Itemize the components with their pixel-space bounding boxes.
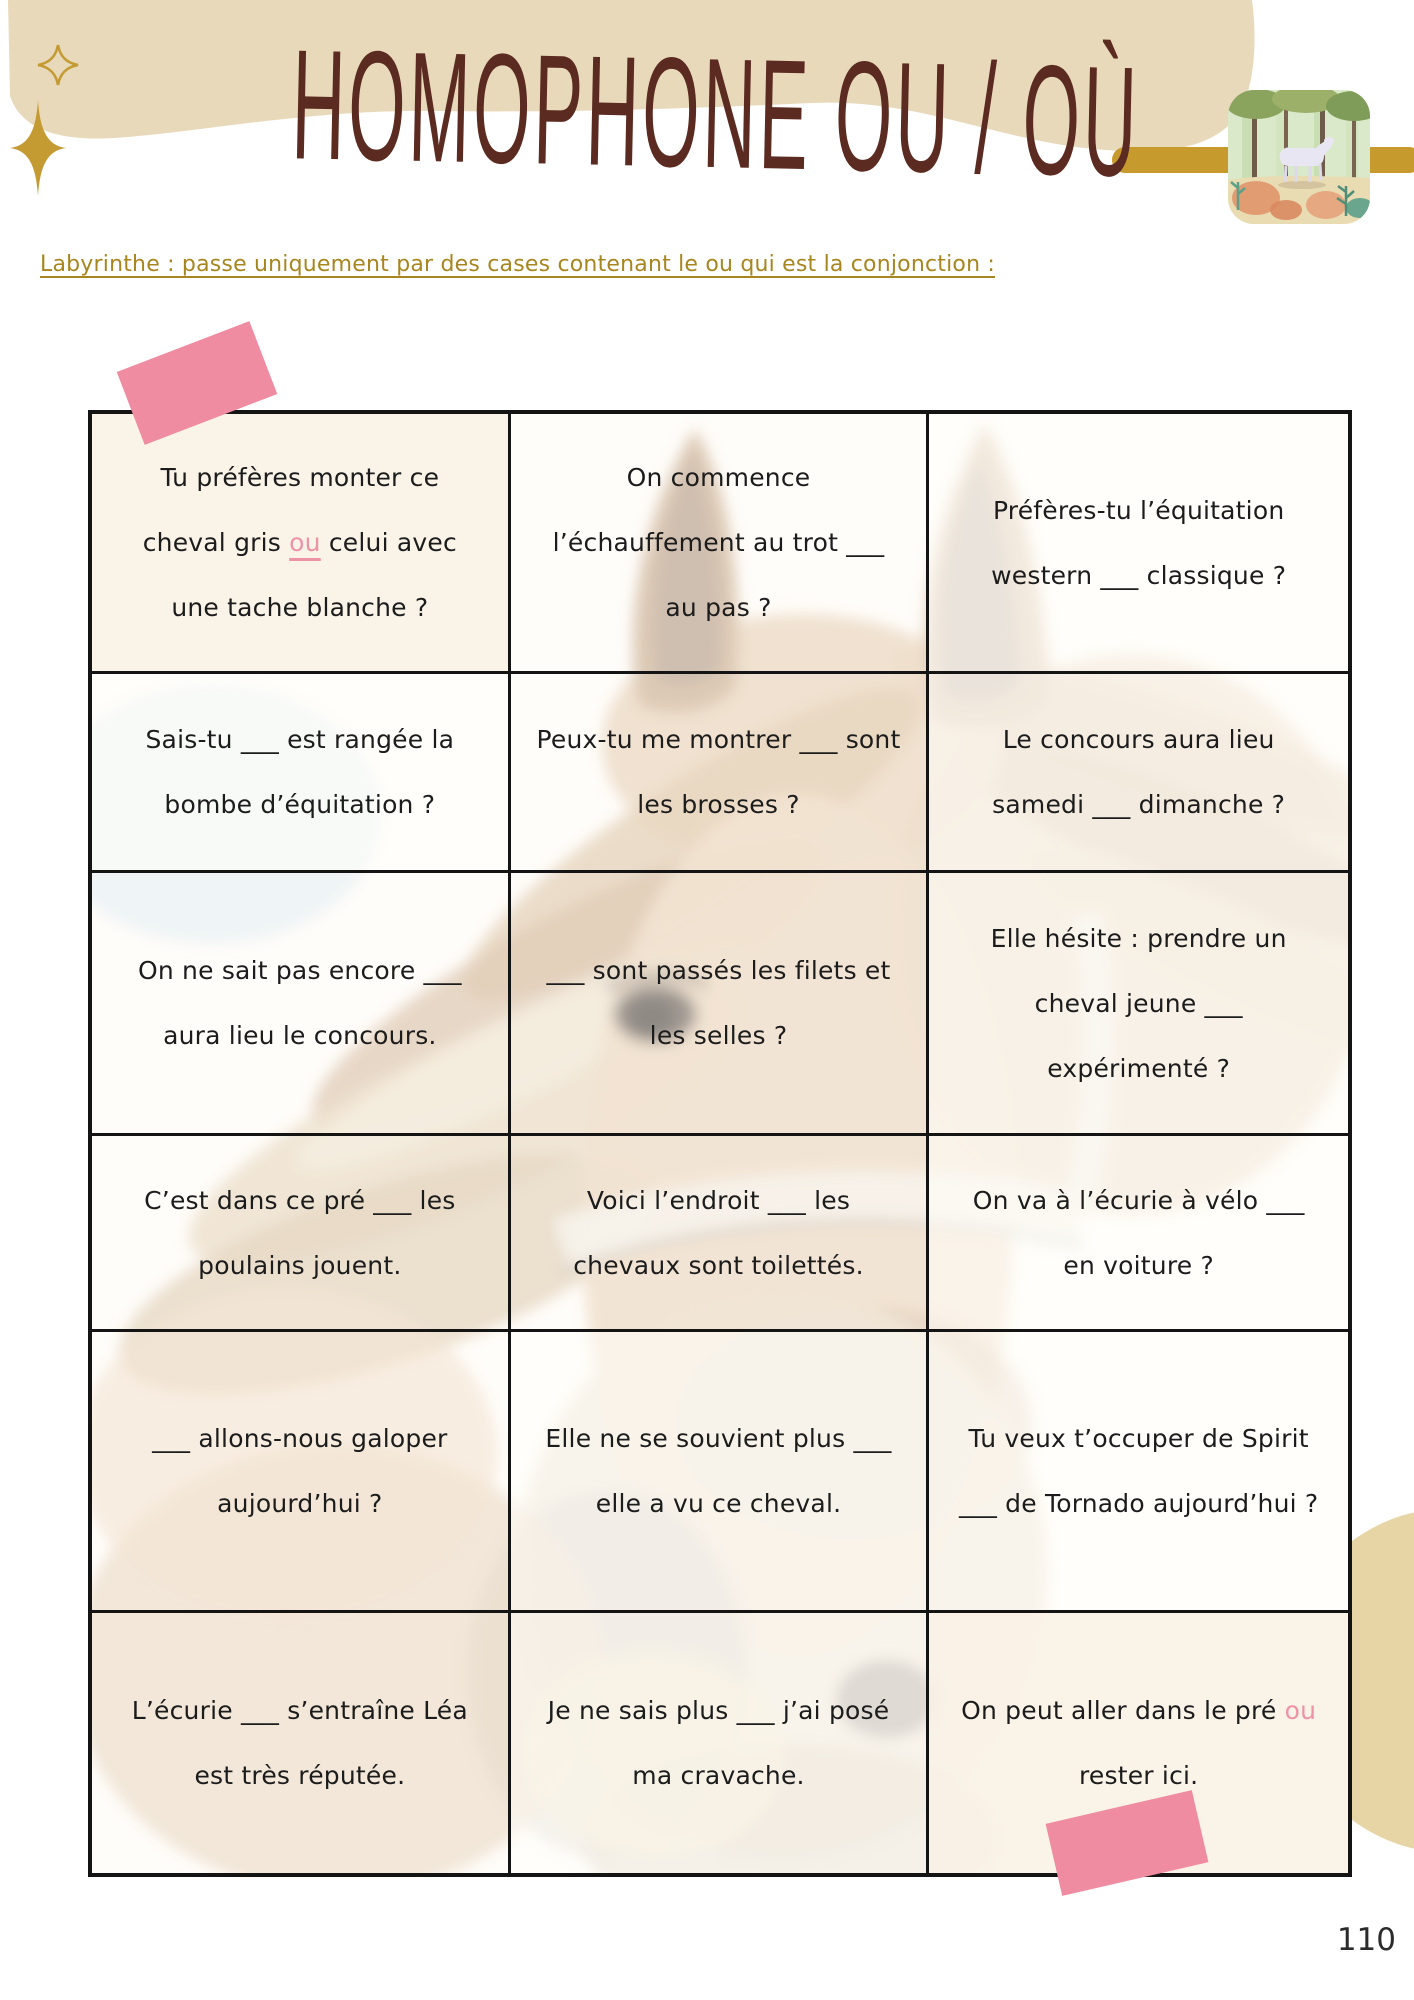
sentence-text: On ne sait pas encore ___ aura lieu le concours. xyxy=(137,956,462,1050)
sentence-text: ___ sont passés les filets et les selles ? xyxy=(546,956,891,1050)
cell-sentence xyxy=(116,938,484,1068)
sentence-text: celui avec une tache blanche ? xyxy=(171,528,457,622)
cell-sentence xyxy=(953,906,1324,1101)
grid-cell[interactable] xyxy=(511,1332,930,1613)
cell-sentence xyxy=(116,707,484,837)
cell-sentence xyxy=(116,1678,484,1808)
page-number: 110 xyxy=(1336,1922,1396,1958)
grid-cell[interactable] xyxy=(511,414,930,674)
sentence-text: Peux-tu me montrer ___ sont les brosses ? xyxy=(536,725,901,819)
sentence-text: Elle hésite : prendre un cheval jeune ___ expérimenté ? xyxy=(990,923,1287,1083)
grid-cell[interactable] xyxy=(929,674,1348,873)
grid-cell[interactable] xyxy=(511,674,930,873)
cell-sentence xyxy=(535,1168,903,1298)
sentence-text: C’est dans ce pré ___ les poulains jouent. xyxy=(144,1185,456,1280)
highlighted-ou: ou xyxy=(1284,1696,1317,1725)
grid-cell[interactable] xyxy=(92,1613,511,1873)
sentence-text: Je ne sais plus ___ j’ai posé ma cravache. xyxy=(547,1696,890,1790)
grid-cell[interactable] xyxy=(511,1613,930,1873)
grid-cell[interactable] xyxy=(511,1136,930,1332)
grid-cell[interactable] xyxy=(92,414,511,674)
cell-sentence xyxy=(535,938,903,1068)
cell-sentence xyxy=(535,707,903,837)
sentence-text: Voici l’endroit ___ les chevaux sont toilettés. xyxy=(573,1185,864,1280)
cell-sentence xyxy=(116,1406,484,1536)
sentence-text: On peut aller dans le pré xyxy=(961,1696,1285,1725)
cell-sentence xyxy=(953,707,1324,837)
sparkle-icon xyxy=(36,44,80,86)
cell-sentence xyxy=(953,1406,1324,1536)
sentence-text: On va à l’écurie à vélo ___ en voiture ? xyxy=(972,1185,1305,1280)
sentence-text: Sais-tu ___ est rangée la bombe d’équitation ? xyxy=(145,725,455,819)
grid-cell[interactable] xyxy=(92,1136,511,1332)
cell-sentence xyxy=(535,445,903,640)
sentence-text: Tu veux t’occuper de Spirit ___ de Tornado aujourd’hui ? xyxy=(958,1424,1319,1518)
cell-sentence xyxy=(116,445,484,640)
grid-cell[interactable] xyxy=(929,414,1348,674)
sentence-text: Elle ne se souvient plus ___ elle a vu ce cheval. xyxy=(545,1424,892,1518)
cell-sentence xyxy=(116,1168,484,1298)
sentence-text: Préfères-tu l’équitation western ___ classique ? xyxy=(991,495,1287,590)
horse-forest-illustration xyxy=(1228,90,1370,224)
page-title: HOMOPHONE OU / OÙ xyxy=(290,18,1142,210)
grid-cell[interactable] xyxy=(92,873,511,1136)
sparkle-icon xyxy=(10,100,66,196)
cell-sentence xyxy=(953,1168,1324,1298)
worksheet-table xyxy=(88,410,1352,1877)
instruction-text: Labyrinthe : passe uniquement par des cases contenant le ou qui est la conjonction : xyxy=(40,252,996,277)
worksheet-grid xyxy=(92,414,1348,1873)
cell-sentence xyxy=(535,1406,903,1536)
sentence-text: On commence l’échauffement au trot ___ au pas ? xyxy=(552,463,885,622)
grid-cell[interactable] xyxy=(929,873,1348,1136)
sentence-text: ___ allons-nous galoper aujourd’hui ? xyxy=(152,1424,448,1518)
highlighted-ou: ou xyxy=(289,528,321,557)
grid-cell[interactable] xyxy=(929,1136,1348,1332)
sentence-text: rester ici. xyxy=(1078,1761,1199,1790)
cell-sentence xyxy=(953,478,1324,608)
sentence-text: Tu préfères monter ce cheval gris xyxy=(142,463,440,557)
sentence-text: L’écurie ___ s’entraîne Léa est très réputée. xyxy=(131,1696,468,1790)
cell-sentence xyxy=(953,1678,1324,1808)
grid-cell[interactable] xyxy=(92,1332,511,1613)
sentence-text: Le concours aura lieu samedi ___ dimanche ? xyxy=(992,725,1286,819)
cell-sentence xyxy=(535,1678,903,1808)
grid-cell[interactable] xyxy=(929,1332,1348,1613)
grid-cell[interactable] xyxy=(511,873,930,1136)
grid-cell[interactable] xyxy=(92,674,511,873)
